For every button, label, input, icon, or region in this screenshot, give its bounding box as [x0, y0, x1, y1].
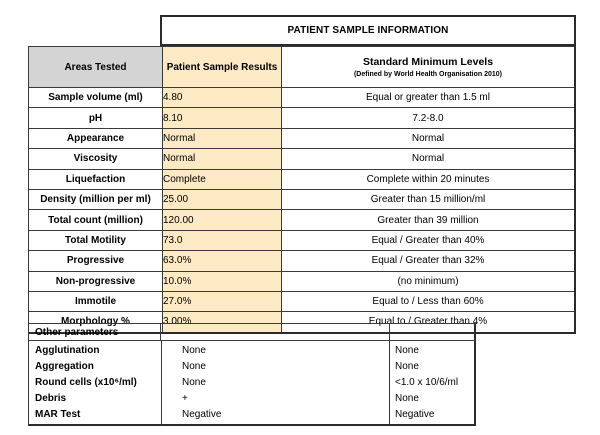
- area-cell: Progressive: [29, 251, 163, 271]
- standard-cell: Equal or greater than 1.5 ml: [282, 88, 576, 108]
- parameter-standard: None: [395, 361, 419, 372]
- result-cell: 63.0%: [163, 251, 282, 271]
- area-cell: pH: [29, 108, 163, 128]
- result-cell: 4.80: [163, 88, 282, 108]
- table-row: [29, 88, 576, 108]
- parameter-value: None: [182, 361, 206, 372]
- table-row: [29, 251, 576, 271]
- standard-cell: Greater than 15 million/ml: [282, 189, 576, 209]
- parameter-value: None: [182, 345, 206, 356]
- parameter-standard: Negative: [395, 409, 435, 420]
- standard-cell: Greater than 39 million: [282, 210, 576, 230]
- result-cell: 3.00%: [163, 312, 282, 333]
- area-cell: Immotile: [29, 291, 163, 311]
- table-row: [29, 169, 576, 189]
- result-cell: 120.00: [163, 210, 282, 230]
- area-cell: Morphology %: [29, 312, 163, 333]
- table-row: [29, 291, 576, 311]
- table-row: [29, 108, 576, 128]
- parameter-name: Aggregation: [35, 361, 94, 372]
- area-cell: Total Motility: [29, 230, 163, 250]
- result-cell: Complete: [163, 169, 282, 189]
- result-cell: 73.0: [163, 230, 282, 250]
- parameter-value: +: [182, 393, 188, 404]
- standard-levels-note: (Defined by World Health Organisation 2010): [353, 71, 503, 78]
- result-cell: 8.10: [163, 108, 282, 128]
- standard-cell: 7.2-8.0: [282, 108, 576, 128]
- other-parameter-row: [29, 391, 475, 406]
- areas-tested-header: Areas Tested: [29, 47, 163, 88]
- standard-levels-header: [282, 47, 576, 88]
- standard-cell: (no minimum): [282, 271, 576, 291]
- area-cell: Viscosity: [29, 149, 163, 169]
- other-parameters-heading-blank: [161, 324, 389, 341]
- page-title: PATIENT SAMPLE INFORMATION: [160, 15, 576, 46]
- result-cell: 10.0%: [163, 271, 282, 291]
- result-cell: 27.0%: [163, 291, 282, 311]
- standard-cell: Equal / Greater than 40%: [282, 230, 576, 250]
- parameter-name: Agglutination: [35, 345, 100, 356]
- parameter-value: None: [182, 377, 206, 388]
- area-cell: Total count (million): [29, 210, 163, 230]
- area-cell: Liquefaction: [29, 169, 163, 189]
- parameter-standard: <1.0 x 10/6/ml: [395, 377, 459, 388]
- result-cell: 25.00: [163, 189, 282, 209]
- standard-cell: Complete within 20 minutes: [282, 169, 576, 189]
- standard-cell: Normal: [282, 128, 576, 148]
- area-cell: Sample volume (ml): [29, 88, 163, 108]
- parameter-standard: None: [395, 345, 419, 356]
- table-row: [29, 230, 576, 250]
- result-cell: Normal: [163, 128, 282, 148]
- result-cell: Normal: [163, 149, 282, 169]
- other-parameter-row: [29, 407, 475, 422]
- parameter-name: MAR Test: [35, 409, 81, 420]
- standard-cell: Normal: [282, 149, 576, 169]
- other-parameter-row: [29, 375, 475, 390]
- other-parameters-heading-blank: [389, 324, 475, 341]
- parameter-value: Negative: [182, 409, 222, 420]
- parameter-standard: None: [395, 393, 419, 404]
- table-row: [29, 271, 576, 291]
- table-row: [29, 210, 576, 230]
- table-row: [29, 149, 576, 169]
- standard-levels-title: Standard Minimum Levels: [362, 56, 494, 68]
- table-row: [29, 189, 576, 209]
- table-header-row: [29, 47, 576, 88]
- results-table: [28, 46, 576, 334]
- standard-cell: Equal / Greater than 32%: [282, 251, 576, 271]
- patient-results-header: Patient Sample Results: [163, 47, 282, 88]
- other-parameters-heading: Other parameters: [29, 324, 161, 341]
- area-cell: Non-progressive: [29, 271, 163, 291]
- table-row: [29, 128, 576, 148]
- other-parameter-row: [29, 359, 475, 374]
- standard-cell: Equal to / Less than 60%: [282, 291, 576, 311]
- parameter-name: Debris: [35, 393, 67, 404]
- standard-cell: Equal to / Greater than 4%: [282, 312, 576, 333]
- area-cell: Density (million per ml): [29, 189, 163, 209]
- parameter-name: Round cells (x10⁶/ml): [35, 377, 137, 388]
- other-parameters-section: [28, 323, 476, 426]
- other-parameter-row: [29, 343, 475, 358]
- area-cell: Appearance: [29, 128, 163, 148]
